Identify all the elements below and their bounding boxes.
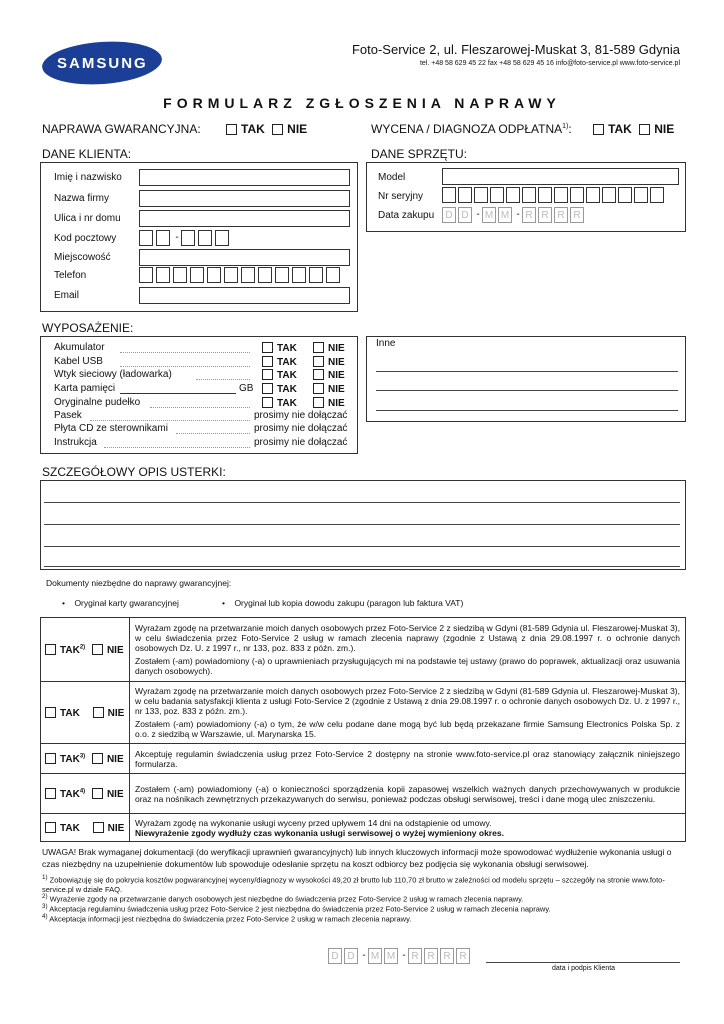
accessories-heading: WYPOSAŻENIE: bbox=[42, 321, 134, 335]
label-purchase-date: Data zakupu bbox=[378, 210, 435, 221]
footnote-4: $^{4)}$ Akceptacja informacji jest niezbędna do świadczenia przez Foto-Service 2 usług w ramach zlecenia naprawy. bbox=[42, 913, 412, 924]
serial-field[interactable] bbox=[442, 187, 666, 205]
gb-label: GB bbox=[239, 383, 254, 394]
defect-heading: SZCZEGÓŁOWY OPIS USTERKI: bbox=[42, 465, 226, 479]
docs-label: Dokumenty niezbędne do naprawy gwarancyjnej: bbox=[46, 578, 232, 588]
consent1-yes-checkbox[interactable] bbox=[45, 644, 56, 655]
logo-text: SAMSUNG bbox=[56, 54, 148, 72]
manual-note: prosimy nie dołączać bbox=[254, 437, 348, 448]
label-phone: Telefon bbox=[54, 270, 87, 281]
consent2-yes-checkbox[interactable] bbox=[45, 707, 56, 718]
memory-card-capacity-field[interactable] bbox=[120, 393, 236, 394]
docs-item-warranty-card: • Oryginał karty gwarancyjnej bbox=[62, 598, 179, 608]
samsung-logo bbox=[41, 38, 164, 88]
box-yes-checkbox[interactable] bbox=[262, 397, 273, 408]
defect-box bbox=[40, 480, 686, 570]
charger-no-checkbox[interactable] bbox=[313, 369, 324, 380]
other-label: Inne bbox=[376, 338, 396, 349]
label-city: Miejscowość bbox=[54, 252, 111, 263]
valuation-colon: : bbox=[568, 122, 572, 136]
label-serial: Nr seryjny bbox=[378, 191, 424, 202]
consent1-no-checkbox[interactable] bbox=[92, 644, 103, 655]
valuation-row bbox=[371, 122, 674, 136]
footnote-1: $^{1)}$ Zobowiązuję się do pokrycia kosztów pogwarancyjnej wyceny/diagnozy w wysokości 49,20 zł brutto lub 110,70 zł brutto w zależności od modelu sprzętu – szczegóły na stronie www.foto-service.pl w dziale FAQ. bbox=[42, 874, 665, 894]
accessory-charger: Wtyk sieciowy (ładowarka) bbox=[54, 369, 172, 380]
consent5-no-checkbox[interactable] bbox=[93, 822, 104, 833]
accessory-box: Oryginalne pudełko bbox=[54, 397, 141, 408]
valuation-no-checkbox[interactable] bbox=[639, 124, 650, 135]
consent3-text: Akceptuję regulamin świadczenia usług przez Foto-Service 2 dostępny na stronie www.foto-service.pl oraz stanowiący załącznik niniejszego formularza. bbox=[135, 748, 680, 769]
consent4-text: Zostałem (-am) powiadomiony (-a) o konieczności sporządzenia kopii zapasowej wszelkich ważnych danych przechowywanych w produkcie oraz na nośnikach zewnętrznych przekazywanych do serwisu, ponieważ podczas obsługi serwisowej, treści i dane mogą ulec zniszczeniu. bbox=[135, 783, 680, 804]
consent-row: TAK$^{4)}$ NIE Zostałem (-am) powiadomiony (-a) o konieczności sporządzenia kopii zapasowej wszelkich ważnych danych przechowywanych w produkcie oraz na nośnikach zewnętrznych przekazywanych do serwisu, ponieważ podczas obsługi serwisowej, treści i dane mogą ulec zniszczeniu. bbox=[41, 774, 686, 814]
warranty-label: NAPRAWA GWARANCYJNA: bbox=[42, 122, 201, 136]
purchase-date-field[interactable]: D D - M M - R R R R bbox=[442, 207, 586, 225]
battery-yes-checkbox[interactable] bbox=[262, 342, 273, 353]
label-street: Ulica i nr domu bbox=[54, 213, 121, 224]
accessory-usb: Kabel USB bbox=[54, 356, 103, 367]
card-no-checkbox[interactable] bbox=[313, 383, 324, 394]
docs-item-receipt: • Oryginał lub kopia dowodu zakupu (paragon lub faktura VAT) bbox=[222, 598, 464, 608]
accessory-battery: Akumulator bbox=[54, 342, 105, 353]
label-model: Model bbox=[378, 172, 406, 183]
warranty-yes-checkbox[interactable] bbox=[226, 124, 237, 135]
label-email: Email bbox=[54, 290, 80, 301]
strap-note: prosimy nie dołączać bbox=[254, 410, 348, 421]
notice-text: UWAGA! Brak wymaganej dokumentacji (do weryfikacji uprawnień gwarancyjnych) lub innych kluczowych informacji może spowodować wydłużenie wykonania usługi o czas niezbędny na uzupełnienie dokumentów lub spowoduje odesłanie sprzętu na koszt odbiorcy bez podjęcia się wykonania obsługi serwisowej. bbox=[42, 847, 672, 869]
company-field[interactable] bbox=[139, 190, 350, 207]
warranty-yes-label: TAK bbox=[241, 122, 265, 136]
label-postcode: Kod pocztowy bbox=[54, 233, 117, 244]
valuation-yes-checkbox[interactable] bbox=[593, 124, 604, 135]
company-address: Foto-Service 2, ul. Fleszarowej-Muskat 3, 81-589 Gdynia bbox=[351, 42, 680, 57]
consent4-yes-checkbox[interactable] bbox=[45, 788, 56, 799]
equipment-heading: DANE SPRZĘTU: bbox=[371, 147, 468, 161]
dots-line bbox=[120, 352, 250, 353]
signature-line[interactable] bbox=[486, 962, 680, 963]
consent1-text2: Zostałem (-am) powiadomiony (-a) o uprawnieniach przysługujących mi na podstawie tej ustawy (prawo do poprawek, aktualizacji oraz usuwania danych osobowych). bbox=[135, 656, 680, 676]
footnote-2: $^{2)}$ Wyrażenie zgody na przetwarzanie danych osobowych jest niezbędne do świadczenia przez Foto-Service 2 usług w ramach zlecenia naprawy. bbox=[42, 893, 524, 904]
label-company: Nazwa firmy bbox=[54, 193, 110, 204]
usb-no-checkbox[interactable] bbox=[313, 356, 324, 367]
footnote-3: $^{3)}$ Akceptacja regulaminu świadczenia usług przez Foto-Service 2 jest niezbędna do świadczenia przez Foto-Service 2 usług w ramach zlecenia naprawy. bbox=[42, 903, 551, 914]
consent2-text2: Zostałem (-am) powiadomiony (-a) o tym, że w/w celu podane dane mogą być lub będą przekazane firmie Samsung Electronics Polska Sp. z o.o. z siedzibą w Warszawie, ul. Marynarska 15. bbox=[135, 719, 680, 739]
accessory-memory-card: Karta pamięci bbox=[54, 383, 116, 394]
postcode-field[interactable]: - bbox=[139, 230, 232, 248]
dots-line bbox=[120, 366, 250, 367]
valuation-no-label: NIE bbox=[654, 122, 675, 136]
defect-line[interactable] bbox=[44, 546, 680, 547]
label-name: Imię i nazwisko bbox=[54, 172, 122, 183]
accessory-strap: Pasek bbox=[54, 410, 82, 421]
charger-yes-checkbox[interactable] bbox=[262, 369, 273, 380]
card-yes-checkbox[interactable] bbox=[262, 383, 273, 394]
box-no-checkbox[interactable] bbox=[313, 397, 324, 408]
consent5-text2: Niewyrażenie zgody wydłuży czas wykonania usługi serwisowej o wyżej wymieniony okres. bbox=[135, 827, 504, 838]
cd-note: prosimy nie dołączać bbox=[254, 423, 348, 434]
consent2-text: Wyrażam zgodę na przetwarzanie moich danych osobowych przez Foto-Service 2 z siedzibą w Gdyni (81-589 Gdynia ul. Fleszarowej-Muskat 3), w celu badania satysfakcji klienta z usługi Foto-Service 2 (zgodnie z Ustawą z dnia 29.08.1997 r. o ochronie danych osobowych Dz. U. z 1997 r., nr 133, poz. 833 z późn. zm.). bbox=[135, 686, 680, 716]
consent1-text: Wyrażam zgodę na przetwarzanie moich danych osobowych przez Foto-Service 2 z siedzibą w Gdyni (81-589 Gdynia ul. Fleszarowej-Muskat 3), w celu świadczenia przez Foto-Service 2 usług w ramach zlecenia naprawy (zgodnie z Ustawą z dnia 29.08.1997 r. o ochronie danych osobowych Dz. U. z 1997 r., nr 133, poz. 833 z późn. zm.). bbox=[135, 623, 680, 653]
dots-line bbox=[150, 407, 250, 408]
other-line[interactable] bbox=[376, 410, 678, 411]
consent5-text: Wyrażam zgodę na wykonanie usługi wyceny przed upływem 14 dni na odstąpienie od umowy. bbox=[135, 817, 492, 828]
bullet-icon: • bbox=[222, 598, 235, 608]
name-field[interactable] bbox=[139, 169, 350, 186]
city-field[interactable] bbox=[139, 249, 350, 266]
dots-line bbox=[104, 447, 250, 448]
warranty-no-label: NIE bbox=[287, 122, 308, 136]
other-line[interactable] bbox=[376, 390, 678, 391]
warranty-no-checkbox[interactable] bbox=[272, 124, 283, 135]
consent-row: TAK$^{3)}$ NIE Akceptuję regulamin świadczenia usług przez Foto-Service 2 dostępny na stronie www.foto-service.pl oraz stanowiący załącznik niniejszego formularza. bbox=[41, 744, 686, 774]
signature-date-field[interactable]: D D - M M - R R R R bbox=[328, 948, 472, 966]
warranty-row bbox=[42, 122, 307, 136]
dots-line bbox=[176, 433, 250, 434]
signature-label: data i podpis Klienta bbox=[552, 965, 616, 972]
consent5-yes-checkbox[interactable] bbox=[45, 822, 56, 833]
battery-no-checkbox[interactable] bbox=[313, 342, 324, 353]
consent2-no-checkbox[interactable] bbox=[93, 707, 104, 718]
email-field[interactable] bbox=[139, 287, 350, 304]
defect-line[interactable] bbox=[44, 566, 680, 567]
valuation-sup: 1) bbox=[562, 123, 569, 130]
form-title: FORMULARZ ZGŁOSZENIA NAPRAWY bbox=[163, 95, 561, 111]
consent4-no-checkbox[interactable] bbox=[92, 788, 103, 799]
consent3-no-checkbox[interactable] bbox=[92, 753, 103, 764]
client-heading: DANE KLIENTA: bbox=[42, 147, 132, 161]
model-field[interactable] bbox=[442, 168, 679, 185]
street-field[interactable] bbox=[139, 210, 350, 227]
consents-table bbox=[40, 617, 686, 842]
company-contact: tel. +48 58 629 45 22 fax +48 58 629 45 16 info@foto-service.pl www.foto-service.pl bbox=[419, 60, 680, 67]
dots-line bbox=[196, 379, 250, 380]
defect-line[interactable] bbox=[44, 502, 680, 503]
accessory-cd: Płyta CD ze sterownikami bbox=[54, 423, 168, 434]
valuation-yes-label: TAK bbox=[608, 122, 632, 136]
dots-line bbox=[90, 420, 250, 421]
consent-row: TAK$^{2)}$ NIE Wyrażam zgodę na przetwarzanie moich danych osobowych przez Foto-Service 2 z siedzibą w Gdyni (81-589 Gdynia ul. Fleszarowej-Muskat 3), w celu świadczenia przez Foto-Service 2 usług w ramach zlecenia naprawy (zgodnie z Ustawą z dnia 29.08.1997 r. o ochronie danych osobowych Dz. U. z 1997 r., nr 133, poz. 833 z późn. zm.). Zostałem (-am) powiadomiony (-a) o uprawnieniach przysługujących mi na podstawie tej ustawy (prawo do poprawek, aktualizacji oraz usuwania danych osobowych). bbox=[41, 618, 686, 682]
consent3-yes-checkbox[interactable] bbox=[45, 753, 56, 764]
usb-yes-checkbox[interactable] bbox=[262, 356, 273, 367]
consent-row: TAK NIE Wyrażam zgodę na przetwarzanie moich danych osobowych przez Foto-Service 2 z siedzibą w Gdyni (81-589 Gdynia ul. Fleszarowej-Muskat 3), w celu badania satysfakcji klienta z usługi Foto-Service 2 (zgodnie z Ustawą z dnia 29.08.1997 r. o ochronie danych osobowych Dz. U. z 1997 r., nr 133, poz. 833 z późn. zm.). Zostałem (-am) powiadomiony (-a) o tym, że w/w celu podane dane mogą być lub będą przekazane firmie Samsung Electronics Polska Sp. z o.o. z siedzibą w Warszawie, ul. Marynarska 15. bbox=[41, 682, 686, 744]
valuation-label: WYCENA / DIAGNOZA ODPŁATNA bbox=[371, 122, 563, 136]
other-line[interactable] bbox=[376, 371, 678, 372]
phone-field[interactable] bbox=[139, 267, 343, 285]
consent-row: TAK NIE Wyrażam zgodę na wykonanie usługi wyceny przed upływem 14 dni na odstąpienie od umowy. Niewyrażenie zgody wydłuży czas wykonania usługi serwisowej o wyżej wymieniony okres. bbox=[41, 814, 686, 842]
accessory-manual: Instrukcja bbox=[54, 437, 97, 448]
defect-line[interactable] bbox=[44, 524, 680, 525]
bullet-icon: • bbox=[62, 598, 75, 608]
